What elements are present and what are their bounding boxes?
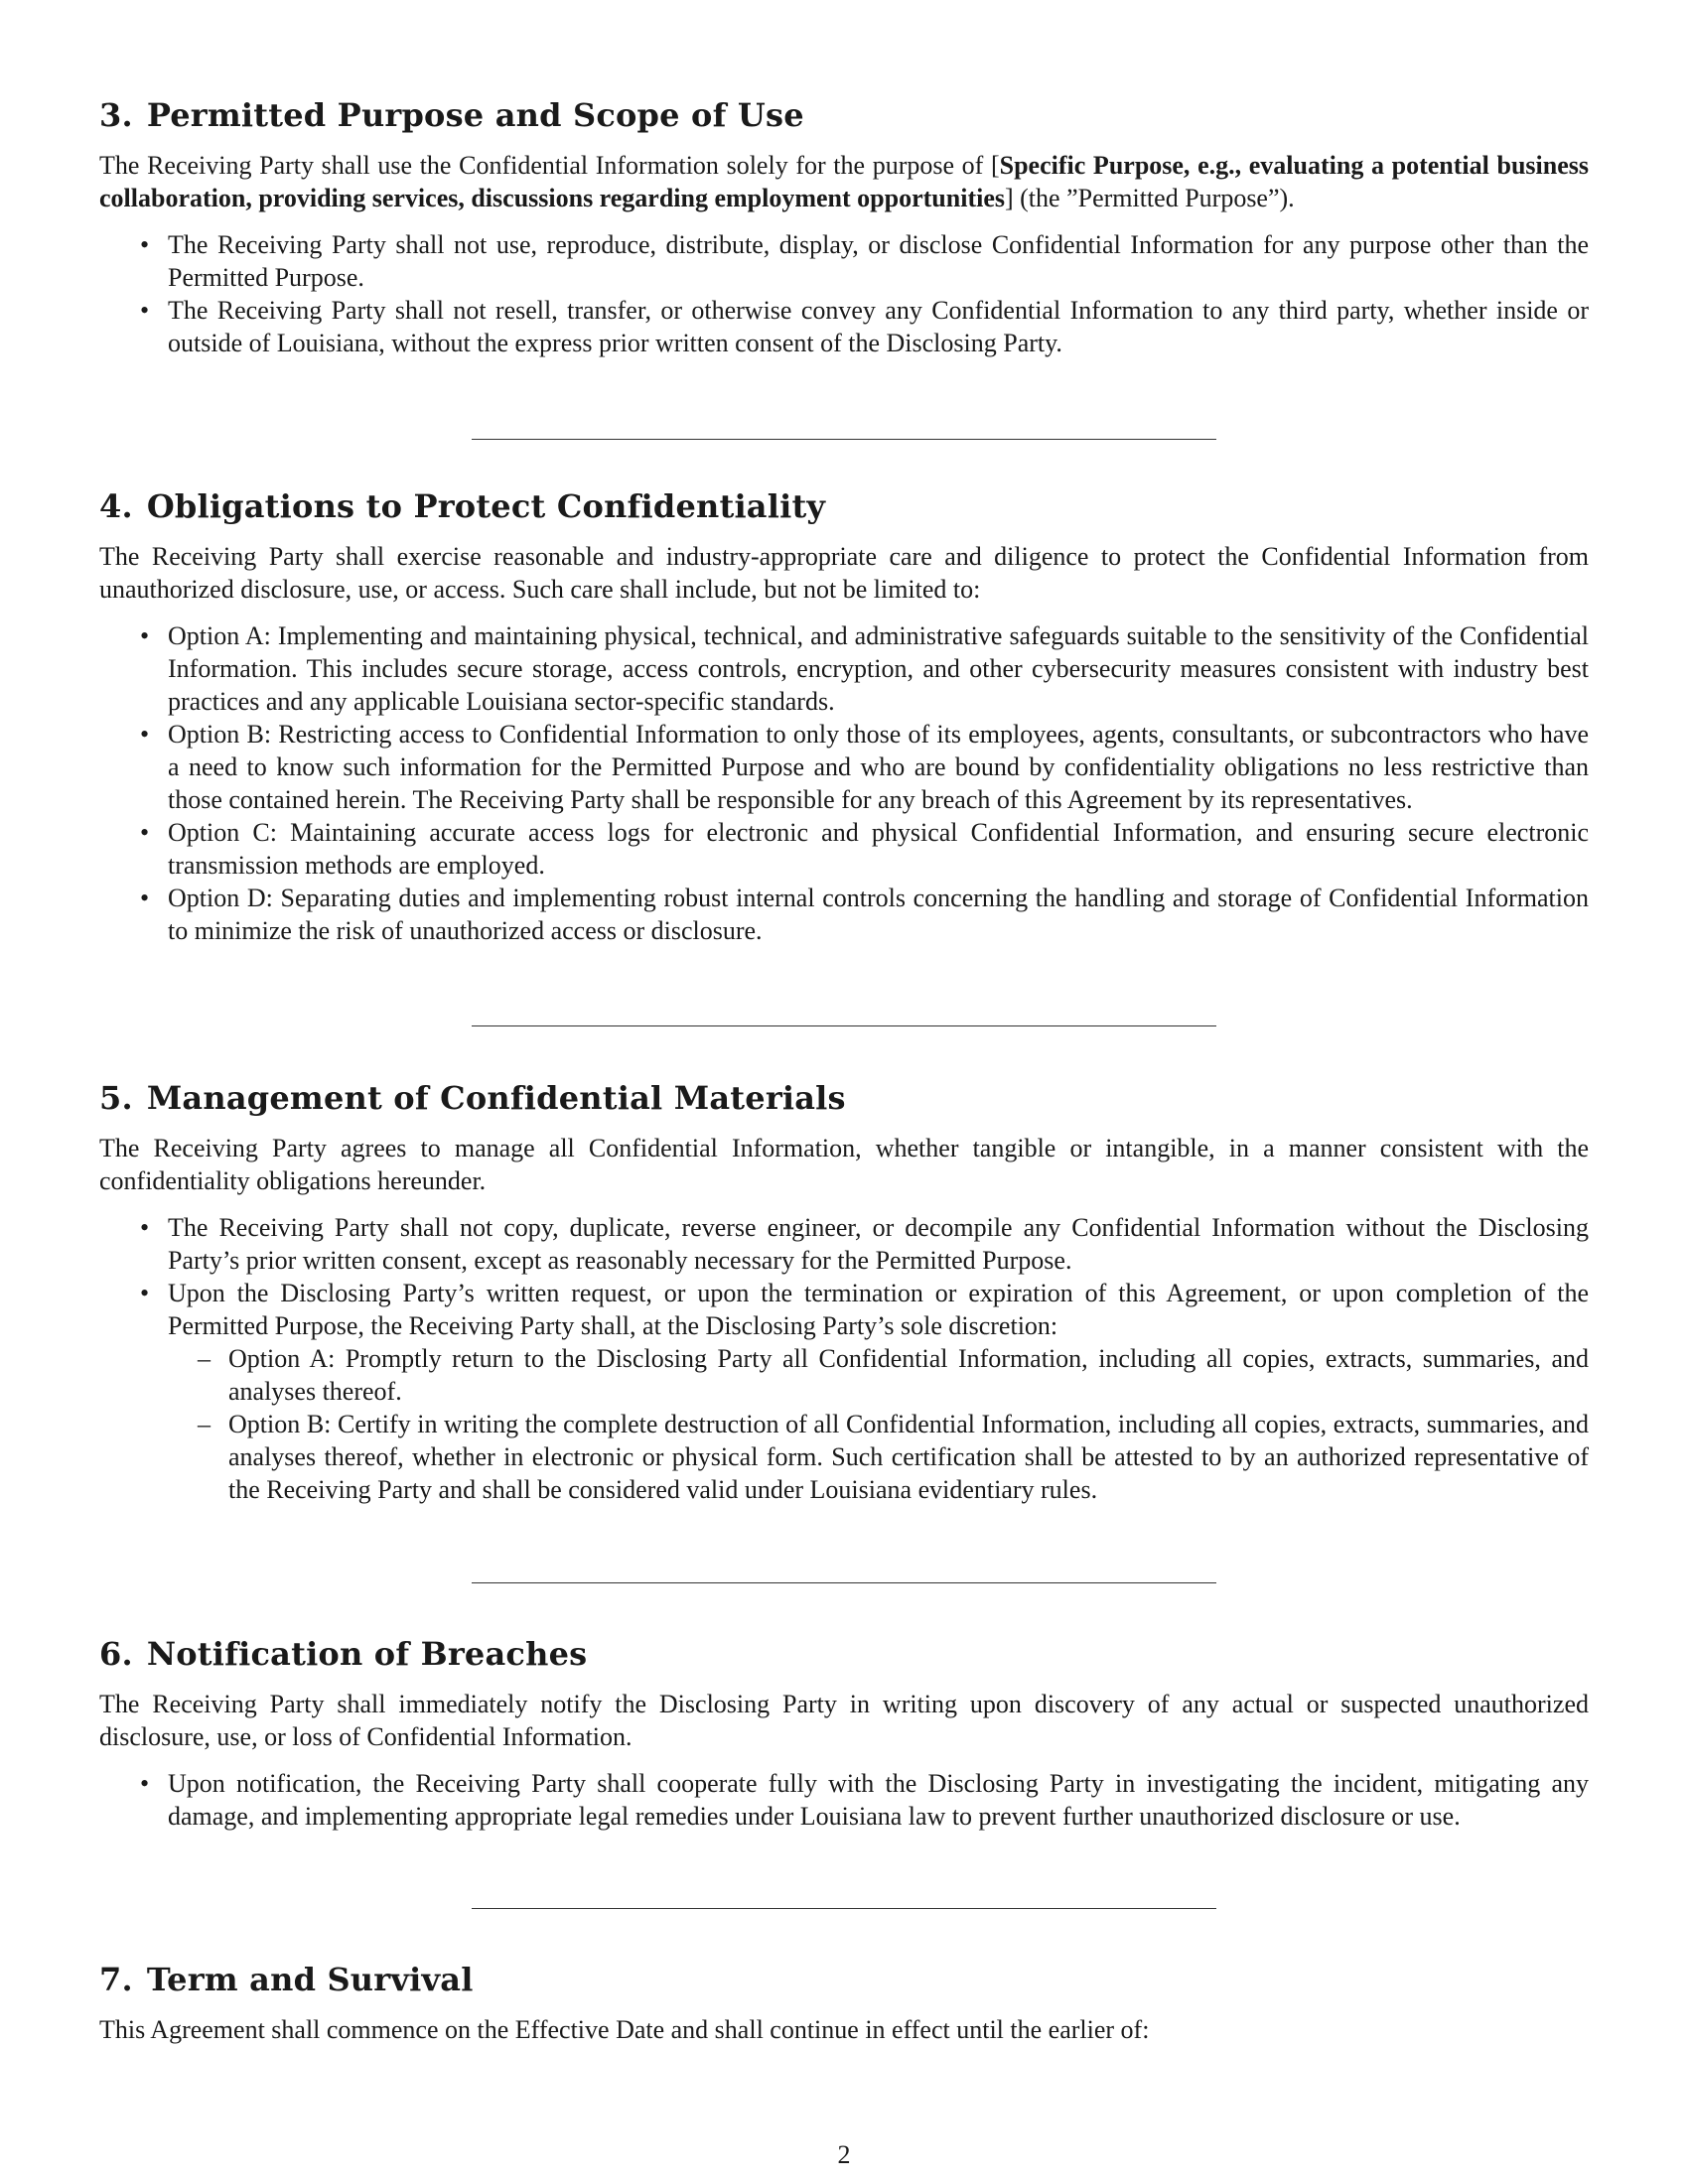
list-item-text: The Receiving Party shall not resell, transfer, or otherwise convey any Confidential Information to any third party, whether inside or outside of Louisiana, without the express prior written consent of the Disclosing Party. (168, 296, 1589, 357)
section-heading (99, 1960, 1589, 1999)
section-title: Notification of Breaches (146, 1635, 588, 1673)
list-item (99, 882, 1589, 947)
section-heading (99, 486, 1589, 526)
bullet-icon: • (140, 818, 150, 847)
section-heading (99, 1634, 1589, 1674)
section-7 (99, 1960, 1589, 2060)
list-item (99, 294, 1589, 359)
section-4 (99, 486, 1589, 947)
list-item (99, 1211, 1589, 1277)
bullet-icon: • (140, 1279, 150, 1307)
section-heading (99, 1078, 1589, 1118)
list-item-text: Upon notification, the Receiving Party shall cooperate fully with the Disclosing Party in investigating the incident, mitigating any damage, and implementing appropriate legal remedies under Louisiana law to prevent further unauthorized disclosure or use. (168, 1769, 1589, 1831)
section-intro: The Receiving Party shall immediately notify the Disclosing Party in writing upon discovery of any actual or suspected unauthorized disclosure, use, or loss of Confidential Information. (99, 1690, 1589, 1751)
bullet-list (99, 619, 1589, 947)
bullet-list (99, 228, 1589, 359)
section-divider (472, 1908, 1216, 1909)
list-item-text: Option D: Separating duties and implementing robust internal controls concerning the handling and storage of Confidential Information to minimize the risk of unauthorized access or disclosure. (168, 884, 1589, 945)
list-item-text: The Receiving Party shall not use, reproduce, distribute, display, or disclose Confidential Information for any purpose other than the Permitted Purpose. (168, 230, 1589, 292)
section-number: 4. (99, 487, 133, 525)
list-item-text: Upon the Disclosing Party’s written request, or upon the termination or expiration of this Agreement, or upon completion of the Permitted Purpose, the Receiving Party shall, at the Disclosing Party’s sole discretion: (168, 1279, 1589, 1340)
list-item (99, 718, 1589, 816)
bullet-icon: • (140, 720, 150, 749)
intro-text: ] (the ”Permitted Purpose”). (1004, 184, 1295, 212)
bullet-list (99, 1767, 1589, 1833)
section-number: 5. (99, 1079, 133, 1117)
sub-list-item (168, 1408, 1589, 1506)
section-5 (99, 1078, 1589, 1506)
bullet-icon: • (140, 230, 150, 259)
section-title: Term and Survival (146, 1961, 474, 1998)
section-number: 7. (99, 1961, 133, 1998)
section-number: 6. (99, 1635, 133, 1673)
section-6 (99, 1634, 1589, 1833)
bullet-icon: • (140, 1769, 150, 1798)
section-number: 3. (99, 96, 133, 134)
list-item-text: Option B: Restricting access to Confidential Information to only those of its employees, agents, consultants, or subcontractors who have a need to know such information for the Permitted Purpose and who are bound by confidentiality obligations no less restrictive than those contained herein. The Receiving Party shall be responsible for any breach of this Agreement by its representatives. (168, 720, 1589, 814)
intro-placeholder-bold: Specific Purpose, e.g., evaluating a potential business collaboration, providing services, discussions regarding employment opportunities (99, 151, 1589, 212)
list-item-text: The Receiving Party shall not copy, duplicate, reverse engineer, or decompile any Confidential Information without the Disclosing Party’s prior written consent, except as reasonably necessary for the Permitted Purpose. (168, 1213, 1589, 1275)
intro-text: The Receiving Party shall use the Confidential Information solely for the purpose of [ (99, 151, 1000, 180)
section-title: Obligations to Protect Confidentiality (146, 487, 826, 525)
bullet-icon: • (140, 296, 150, 325)
bullet-icon: • (140, 621, 150, 650)
section-intro: The Receiving Party agrees to manage all Confidential Information, whether tangible or intangible, in a manner consistent with the confidentiality obligations hereunder. (99, 1134, 1589, 1195)
list-item (99, 1277, 1589, 1506)
sub-list-item-text: Option B: Certify in writing the complete destruction of all Confidential Information, including all copies, extracts, summaries, and analyses thereof, whether in electronic or physical form. Such certification shall be attested to by an authorized representative of the Receiving Party and shall be considered valid under Louisiana evidentiary rules. (228, 1410, 1589, 1504)
sub-bullet-list (168, 1342, 1589, 1506)
section-intro: The Receiving Party shall exercise reasonable and industry-appropriate care and diligence to protect the Confidential Information from unauthorized disclosure, use, or access. Such care shall include, but not be limited to: (99, 542, 1589, 604)
bullet-icon: • (140, 884, 150, 912)
sub-list-item (168, 1342, 1589, 1408)
bullet-list (99, 1211, 1589, 1506)
section-3 (99, 95, 1589, 359)
section-divider (472, 439, 1216, 440)
document-page (99, 0, 1589, 2184)
dash-icon: – (198, 1344, 211, 1373)
section-divider (472, 1582, 1216, 1583)
page-number: 2 (837, 2140, 851, 2169)
section-intro (99, 149, 1589, 214)
dash-icon: – (198, 1410, 211, 1438)
section-heading (99, 95, 1589, 135)
list-item-text: Option A: Implementing and maintaining physical, technical, and administrative safeguards suitable to the sensitivity of the Confidential Information. This includes secure storage, access controls, encryption, and other cybersecurity measures consistent with industry best practices and any applicable Louisiana sector-specific standards. (168, 621, 1589, 716)
section-title: Management of Confidential Materials (146, 1079, 846, 1117)
list-item (99, 619, 1589, 718)
list-item (99, 228, 1589, 294)
section-intro: This Agreement shall commence on the Effective Date and shall continue in effect until the earlier of: (99, 2015, 1150, 2044)
section-title: Permitted Purpose and Scope of Use (146, 96, 804, 134)
sub-list-item-text: Option A: Promptly return to the Disclosing Party all Confidential Information, including all copies, extracts, summaries, and analyses thereof. (228, 1344, 1589, 1406)
list-item (99, 1767, 1589, 1833)
list-item (99, 816, 1589, 882)
bullet-icon: • (140, 1213, 150, 1242)
section-divider (472, 1025, 1216, 1026)
list-item-text: Option C: Maintaining accurate access logs for electronic and physical Confidential Information, and ensuring secure electronic transmission methods are employed. (168, 818, 1589, 880)
